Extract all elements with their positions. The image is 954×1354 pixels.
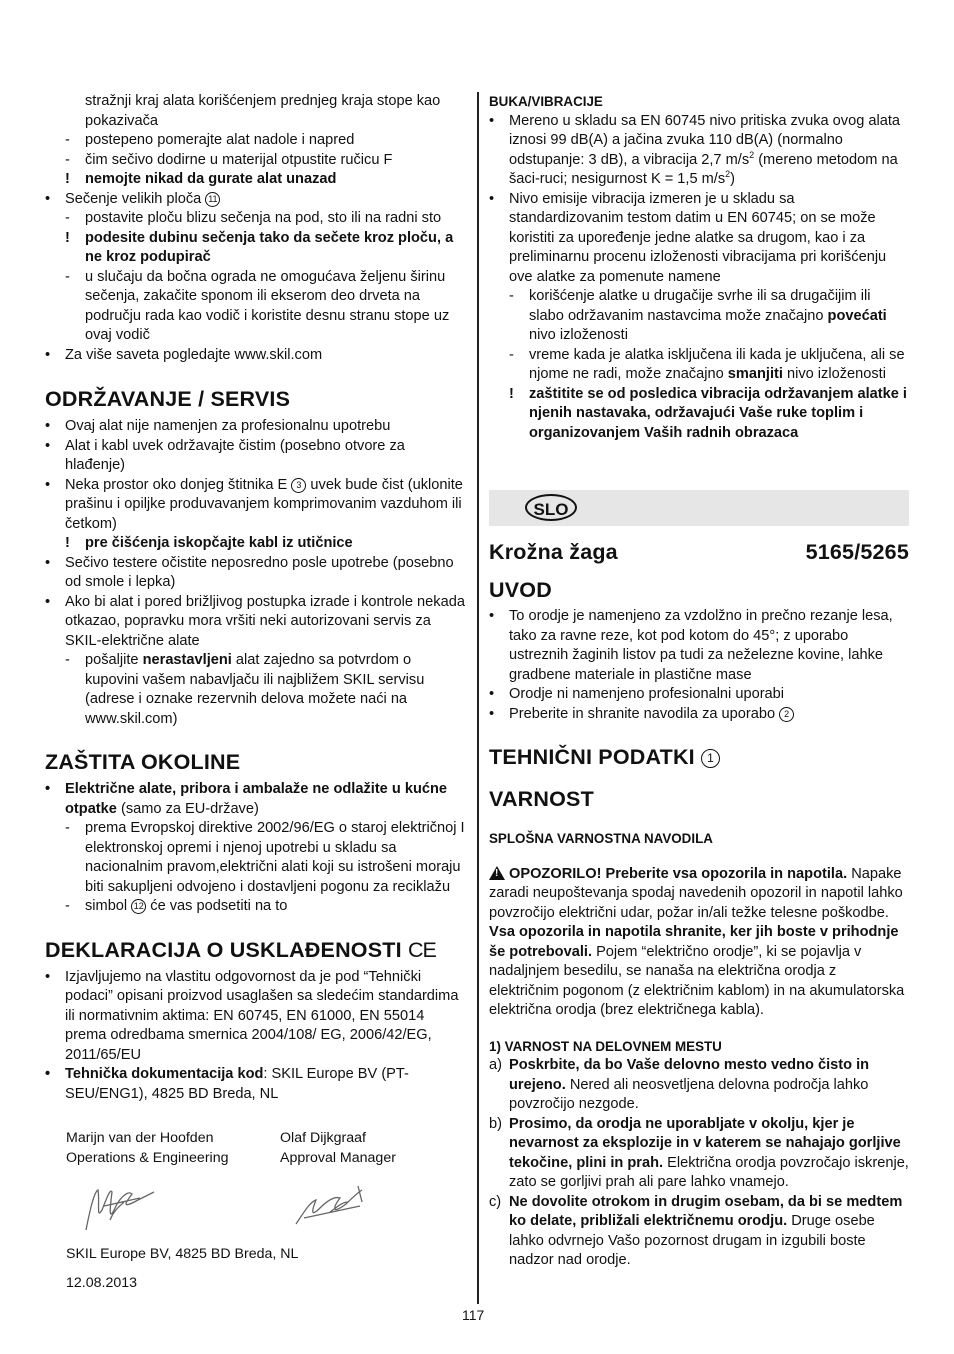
section-heading: DEKLARACIJA O USKLAĐENOSTI CE (45, 937, 436, 962)
ref-number-icon: 12 (131, 899, 146, 914)
warning-item: ! zaštitite se od posledica vibracija održavanjem alatke i njenih nastavaka, održavajući Vaše ruke toplim i organizovanjem Vaših radnih obrazaca (509, 385, 907, 441)
left-column (45, 92, 467, 1104)
list-item: a) Poskrbite, da bo Vaše delovno mesto vedno čisto in urejeno. Nered ali neosvetljena delovna področja lahko povzročijo nezgode. (489, 1057, 870, 1112)
ref-number-icon: 3 (291, 478, 306, 493)
section-heading: TEHNIČNI PODATKI 1 (489, 744, 909, 770)
list-item: • Nivo emisije vibracija izmeren je u skladu sa standardizovanim testom datim u EN 60745; on se može koristiti za upoređenje jedne alatke sa drugom, kao i za preliminarnu procenu izloženosti vibracijama pri korišćenju ove alatke za pomenute namene (489, 190, 887, 285)
list-item: • Preberite in shranite navodila za uporabo 2 (489, 705, 909, 725)
warning-triangle-icon (489, 866, 505, 880)
right-column-lower (489, 577, 909, 1271)
ref-number-icon: 2 (779, 707, 794, 722)
list-item: • Sečivo testere očistite neposredno posle upotrebe (posebno od smole i lepka) (45, 554, 454, 590)
ref-number-icon: 1 (701, 749, 720, 768)
model-number: 5165/5265 (805, 540, 909, 564)
ce-mark-icon: CE (407, 937, 436, 962)
list-item: • Orodje ni namenjeno profesionalni uporabi (489, 686, 785, 702)
list-item: b) Prosimo, da orodja ne uporabljate v okolju, kjer je nevarnost za eksplozije in v katerem se nahajajo gorljive tekočine, plini in prah. Električna orodja povzročajo iskrenje, zato se gorljivi prah ali pare lahko vnamejo. (489, 1115, 909, 1190)
signature-image (80, 1180, 160, 1240)
list-item: • Ovaj alat nije namenjen za profesionalnu upotrebu (45, 418, 391, 434)
page-number: 117 (462, 1307, 485, 1323)
list-item: • Ako bi alat i pored brižljivog postupka izrade i kontrole nekada otkazao, popravku mora vršiti neki autorizovani servis za SKIL-električne alate (45, 593, 465, 649)
list-item: • Izjavljujemo na vlastitu odgovornost da je pod “Tehnički podaci” opisani proizvod usaglašen sa sledećim standardima ili normativnim aktima: EN 60745, EN 61000, EN 55014 prema odredbama smernica 2004/108/ EG, 2006/42/EG, 2011/65/EU (45, 968, 459, 1063)
language-badge: SLO (525, 494, 577, 521)
section-subheading: SPLOŠNA VARNOSTNA NAVODILA (489, 831, 713, 846)
sub-item: - postavite ploču blizu sečenja na pod, sto ili na radni sto (65, 210, 442, 226)
list-item: • Neka prostor oko donjeg štitnika E 3 uvek bude čist (uklonite prašinu i opiljke produvavanjem komprimovanim vazduhom ili četkom) (45, 476, 463, 532)
intro-instructions (45, 92, 467, 190)
right-column (489, 92, 909, 443)
list-item: • Električne alate, pribora i ambalaže ne odlažite u kućne otpatke (samo za EU-države) (45, 781, 448, 817)
warning-item: ! podesite dubinu sečenja tako da sečete kroz ploču, a ne kroz podupirač (65, 229, 454, 265)
sub-item: - u slučaju da bočna ograda ne omogućava željenu širinu sečenja, zakačite sponom ili ekserom deo drveta na području rada kao vodič i koristite desnu stranu stope uz ovaj vodič (65, 268, 450, 343)
sub-item: - korišćenje alatke u drugačije svrhe ili sa drugačijim ili slabo održavanim nastavcima može značajno povećati nivo izloženosti (509, 288, 887, 343)
sub-item: - postepeno pomerajte alat nadole i napred (65, 132, 355, 148)
section-heading: VARNOST (489, 787, 594, 811)
list-item: • Za više saveta pogledajte www.skil.com (45, 346, 323, 363)
warning-item: ! nemojte nikad da gurate alat unazad (65, 171, 337, 187)
warning-item: ! pre čišćenja iskopčajte kabl iz utičnice (65, 535, 353, 551)
product-title-row (489, 539, 909, 566)
section-heading: UVOD (489, 578, 552, 602)
product-title: Krožna žaga (489, 540, 618, 564)
warning-paragraph: !OPOZORILO! Preberite vsa opozorila in napotila. Napake zaradi neupoštevanja spodaj navedenih opozoril in napotil lahko povzročijo električni udar, požar in/ali težke telesne poškodbe. Vsa opozorila in napotila shranite, ker jih boste v prihodnje še potrebovali. Pojem “električno orodje”, ki se pojavlja v nadaljnjem besedilu, se nanaša na električna orodja z električnim pogonom (z električnim kablom) in na akumulatorska električna orodja (brez električnega kabla). (489, 865, 909, 1021)
list-item: • To orodje je namenjeno za vzdolžno in prečno rezanje lesa, tako za ravne reze, kot pod kotom do 45°; z uporabo ustreznih žaginih listov pa tudi za neželezne kovine, lahke gradbene materiale in plastične mase (489, 608, 893, 683)
list-item: • Tehnička dokumentacija kod: SKIL Europe BV (PT-SEU/ENG1), 4825 BD Breda, NL (45, 1066, 409, 1102)
signature-image (290, 1182, 370, 1232)
sub-item: - simbol 12 će vas podsetiti na to (65, 898, 288, 914)
list-item: c) Ne dovolite otrokom in drugim osebam, da bi se medtem ko delate, približali električnemu orodju. Druge osebe lahko odvrnejo Vašo pozornost drugam in izgubili boste nadzor nad orodje. (489, 1193, 903, 1268)
section-heading: ZAŠTITA OKOLINE (45, 750, 241, 774)
sub-item: - prema Evropskoj direktive 2002/96/EG o staroj električnoj I elektronskoj opremi i njenoj upotrebi u skladu sa nacionalnim pravom,električni alati koji su istrošeni moraju biti sakupljeni odvojeno i dostavljeni pogonu za reciklažu (65, 820, 465, 895)
column-divider (477, 92, 479, 1304)
list-item: • Alat i kabl uvek održavajte čistim (posebno otvore za hlađenje) (45, 437, 405, 473)
language-bar (489, 490, 909, 526)
sub-item: - čim sečivo dodirne u materijal otpustite ručicu F (65, 151, 393, 168)
sub-item: stražnji kraj alata korišćenjem prednjeg kraja stope kao pokazivača (85, 93, 441, 129)
section-subheading: BUKA/VIBRACIJE (489, 94, 603, 109)
sub-item: - vreme kada je alatka isključena ili kada je uključena, ali se njome ne radi, može značajno smanjiti nivo izloženosti (509, 346, 905, 382)
big-plates-list (45, 209, 467, 346)
ref-number-icon: 11 (205, 192, 220, 207)
section-heading: ODRŽAVANJE / SERVIS (45, 387, 291, 411)
company-address: SKIL Europe BV, 4825 BD Breda, NL (66, 1246, 299, 1262)
date: 12.08.2013 (66, 1275, 138, 1291)
sub-item: - pošaljite nerastavljeni alat zajedno sa potvrdom o kupovini vašem nabavljaču ili najbližem SKIL servisu (adrese i oznake rezervnih delova možete naći na www.skil.com) (65, 652, 425, 727)
section-subheading: 1) VARNOST NA DELOVNEM MESTU (489, 1038, 722, 1054)
list-item: • Mereno u skladu sa EN 60745 nivo pritiska zvuka ovog alata iznosi 99 dB(A) a jačina zvuka 110 dB(A) (normalno odstupanje: 3 dB), a vibracija 2,7 $m/s^2$ (mereno metodom na šaci-ruci; nesigurnost K = 1,5 $m/s^2$) (489, 112, 901, 187)
list-item: • Sečenje velikih ploča 11 (45, 190, 467, 210)
